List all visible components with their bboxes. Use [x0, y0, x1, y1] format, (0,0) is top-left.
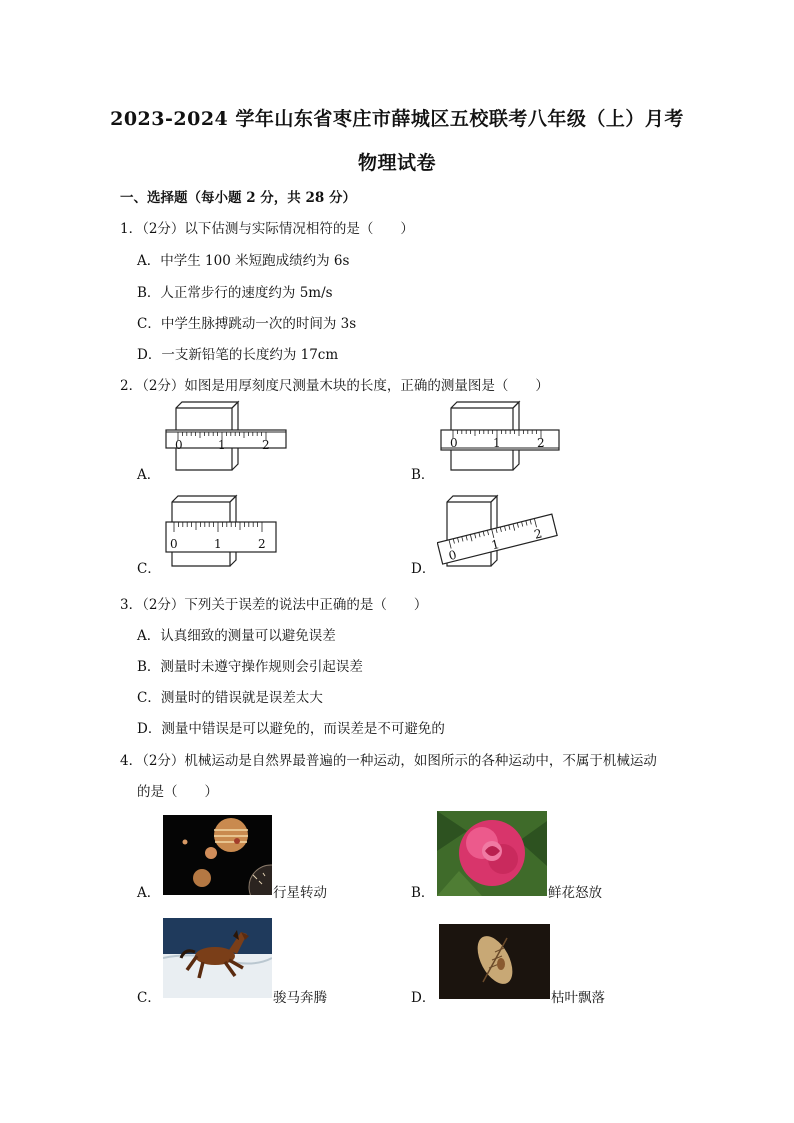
- ruler-a-tick-2: 2: [262, 438, 270, 452]
- ruler-figure-b: [437, 398, 567, 474]
- question-4-caption-a: 行星转动: [273, 885, 327, 901]
- ruler-d-tick-1: 1: [489, 536, 501, 553]
- question-1-option-c[interactable]: C．中学生脉搏跳动一次的时间为 3s: [137, 316, 357, 332]
- question-1-option-d[interactable]: D．一支新铅笔的长度约为 17cm: [137, 347, 339, 363]
- question-1-option-a[interactable]: A．中学生 100 米短跑成绩约为 6s: [137, 253, 350, 269]
- question-4-caption-b: 鲜花怒放: [548, 885, 602, 901]
- question-4-label-d[interactable]: D．: [411, 990, 436, 1006]
- question-1-option-b[interactable]: B．人正常步行的速度约为 5m/s: [137, 285, 333, 301]
- question-3-option-b[interactable]: B．测量时未遵守操作规则会引起误差: [137, 659, 363, 675]
- ruler-figure-a: [162, 398, 292, 474]
- question-1-stem: 1．（2分）以下估测与实际情况相符的是（ ）: [120, 221, 414, 237]
- exam-title-line2: 物理试卷: [357, 152, 436, 174]
- horse-photo: [163, 918, 272, 998]
- exam-title-line1: 2023-2024 学年山东省枣庄市薛城区五校联考八年级（上）月考: [110, 108, 684, 130]
- ruler-b-tick-2: 2: [537, 436, 545, 450]
- question-2-stem: 2．（2分）如图是用厚刻度尺测量木块的长度，正确的测量图是（ ）: [120, 378, 549, 394]
- ruler-a-tick-0: 0: [175, 438, 183, 452]
- question-3-option-a[interactable]: A．认真细致的测量可以避免误差: [137, 628, 336, 644]
- ruler-c-tick-0: 0: [170, 537, 178, 551]
- ruler-b-tick-1: 1: [493, 436, 501, 450]
- ruler-b-tick-0: 0: [450, 436, 458, 450]
- question-4-label-a[interactable]: A．: [137, 885, 161, 901]
- leaf-photo: [439, 924, 550, 999]
- planets-photo: [163, 815, 272, 895]
- ruler-figure-c: [162, 492, 282, 570]
- ruler-c-tick-2: 2: [258, 537, 266, 551]
- question-2-label-d[interactable]: D．: [411, 561, 436, 577]
- ruler-c-tick-1: 1: [214, 537, 222, 551]
- question-2-label-a[interactable]: A．: [137, 467, 161, 483]
- question-4-caption-d: 枯叶飘落: [551, 990, 605, 1006]
- ruler-figure-d: [437, 492, 559, 570]
- question-3-option-c[interactable]: C．测量时的错误就是误差太大: [137, 690, 323, 706]
- question-3-stem: 3．（2分）下列关于误差的说法中正确的是（ ）: [120, 597, 428, 613]
- ruler-a-tick-1: 1: [218, 438, 226, 452]
- question-2-label-c[interactable]: C．: [137, 561, 161, 577]
- question-4-stem-line2: 的是（ ）: [137, 784, 218, 800]
- question-4-label-c[interactable]: C．: [137, 990, 161, 1006]
- section-heading: 一、选择题（每小题 2 分，共 28 分）: [120, 190, 356, 206]
- question-4-label-b[interactable]: B．: [411, 885, 435, 901]
- ruler-d-tick-0: 0: [447, 547, 459, 564]
- question-3-option-d[interactable]: D．测量中错误是可以避免的，而误差是不可避免的: [137, 721, 445, 737]
- question-4-caption-c: 骏马奔腾: [273, 990, 327, 1006]
- question-2-label-b[interactable]: B．: [411, 467, 435, 483]
- rose-photo: [437, 811, 547, 896]
- question-4-stem-line1: 4．（2分）机械运动是自然界最普遍的一种运动，如图所示的各种运动中，不属于机械运动: [120, 753, 657, 769]
- ruler-d-tick-2: 2: [532, 526, 544, 542]
